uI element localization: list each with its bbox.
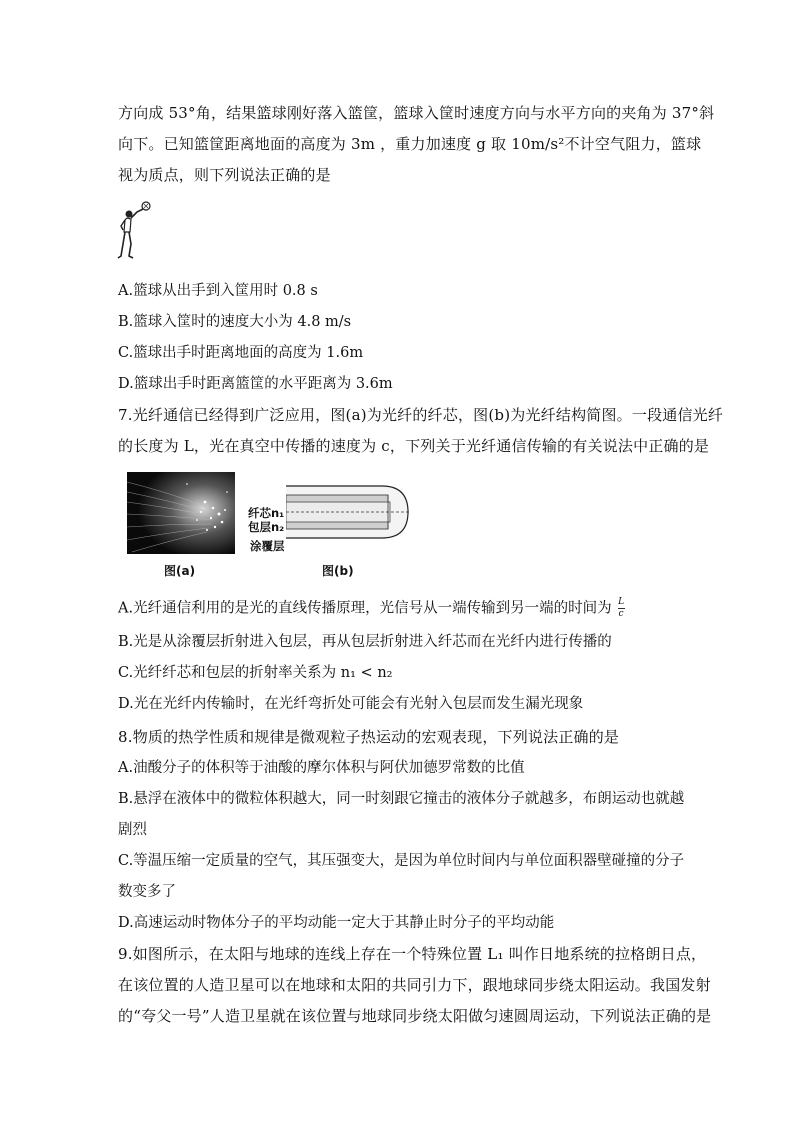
figure-b-caption: 图(b) <box>322 564 354 578</box>
basketball-player-figure <box>115 200 155 262</box>
fiber-photo-figure-a <box>127 472 235 554</box>
q9-stem-line-3: 的“夸父一号”人造卫星就在该位置与地球同步绕太阳做匀速圆周运动，下列说法正确的是 <box>118 1007 712 1025</box>
q7-option-a-text: A.光纤通信利用的是光的直线传播原理，光信号从一端传输到另一端的时间为 <box>118 600 612 617</box>
q6-stem-line-2: 向下。已知篮筐距离地面的高度为 3m ，重力加速度 g 取 10m/s²不计空气阻力，篮球 <box>118 135 702 153</box>
q8-option-a: A.油酸分子的体积等于油酸的摩尔体积与阿伏加德罗常数的比值 <box>118 760 525 776</box>
q8-option-c-line-2: 数变多了 <box>118 884 176 900</box>
q6-stem-line-1: 方向成 53°角，结果篮球刚好落入篮筐，篮球入筐时速度方向与水平方向的夹角为 37°斜 <box>118 104 715 122</box>
label-coating: 涂覆层 <box>250 539 285 553</box>
q8-stem: 8.物质的热学性质和规律是微观粒子热运动的宏观表现，下列说法正确的是 <box>118 728 620 746</box>
time-fraction <box>618 598 625 619</box>
figure-a-caption: 图(a) <box>164 564 196 578</box>
q7-stem-line-1: 7.光纤通信已经得到广泛应用，图(a)为光纤的纤芯，图(b)为光纤结构简图。一段通信光纤 <box>118 406 724 424</box>
q6-option-d: D.篮球出手时距离篮筐的水平距离为 3.6m <box>118 376 393 392</box>
q6-option-a: A.篮球从出手到入筐用时 0.8 s <box>118 283 318 299</box>
q7-option-c: C.光纤纤芯和包层的折射率关系为 n₁ < n₂ <box>118 665 393 681</box>
q8-option-d: D.高速运动时物体分子的平均动能一定大于其静止时分子的平均动能 <box>118 915 555 931</box>
q6-option-c: C.篮球出手时距离地面的高度为 1.6m <box>118 345 364 361</box>
q6-option-b: B.篮球入筐时的速度大小为 4.8 m/s <box>118 314 352 330</box>
label-fiber-core: 纤芯n₁ <box>248 506 285 520</box>
q9-stem-line-2: 在该位置的人造卫星可以在地球和太阳的共同引力下，跟地球同步绕太阳运动。我国发射 <box>118 976 711 994</box>
fiber-structure-figure-b <box>286 482 411 544</box>
fraction-numerator: L <box>618 597 625 607</box>
fraction-denominator: c <box>618 609 624 619</box>
q7-option-b: B.光是从涂覆层折射进入包层，再从包层折射进入纤芯而在光纤内进行传播的 <box>118 634 612 650</box>
q7-option-d: D.光在光纤内传输时，在光纤弯折处可能会有光射入包层而发生漏光现象 <box>118 696 584 712</box>
q8-option-c-line-1: C.等温压缩一定质量的空气，其压强变大，是因为单位时间内与单位面积器壁碰撞的分子 <box>118 853 685 869</box>
q7-stem-line-2: 的长度为 L，光在真空中传播的速度为 c，下列关于光纤通信传输的有关说法中正确的是 <box>118 437 710 455</box>
q9-stem-line-1: 9.如图所示，在太阳与地球的连线上存在一个特殊位置 L₁ 叫作日地系统的拉格朗日点， <box>118 945 707 963</box>
q6-stem-line-3: 视为质点，则下列说法正确的是 <box>118 166 331 184</box>
label-cladding: 包层n₂ <box>248 520 285 534</box>
q8-option-b-line-2: 剧烈 <box>118 822 147 838</box>
q7-option-a <box>118 598 625 619</box>
q8-option-b-line-1: B.悬浮在液体中的微粒体积越大，同一时刻跟它撞击的液体分子就越多，布朗运动也就越 <box>118 791 685 807</box>
